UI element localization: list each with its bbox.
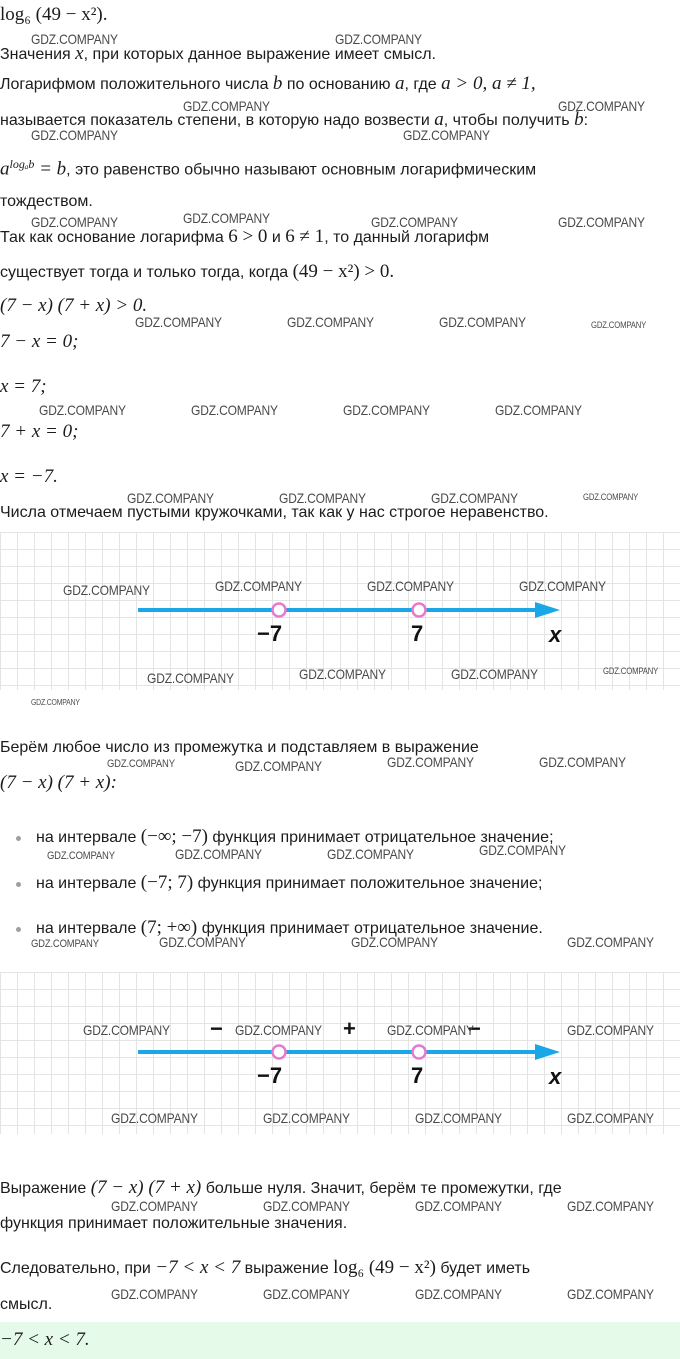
open-point-left (273, 604, 286, 617)
watermark: GDZ.COMPANY (111, 1198, 198, 1214)
watermark: GDZ.COMPANY (235, 758, 322, 774)
math-line: 7 + x = 0; (0, 421, 79, 442)
text-line: называется показатель степени, в которую надо возвести a, чтобы получить b: (0, 109, 589, 130)
list-item: на интервале (7; +∞) функция принимает отрицательное значение. (36, 917, 543, 938)
text-line: тождеством. (0, 193, 93, 210)
bullet-icon (16, 927, 21, 932)
watermark: GDZ.COMPANY (567, 1198, 654, 1214)
watermark: GDZ.COMPANY (415, 1286, 502, 1302)
watermark: GDZ.COMPANY (47, 850, 115, 862)
watermark: GDZ.COMPANY (127, 490, 214, 506)
watermark: GDZ.COMPANY (558, 214, 645, 230)
text-line: функция принимает положительные значения. (0, 1215, 348, 1232)
watermark: GDZ.COMPANY (135, 314, 222, 330)
watermark: GDZ.COMPANY (39, 402, 126, 418)
watermark: GDZ.COMPANY (63, 582, 150, 598)
open-point-left (273, 1046, 286, 1059)
watermark: GDZ.COMPANY (415, 1110, 502, 1126)
math-line: (7 − x) (7 + x): (0, 772, 117, 793)
expression-title: log₆ (49 − x²). (0, 4, 108, 25)
watermark: GDZ.COMPANY (183, 98, 270, 114)
watermark: GDZ.COMPANY (183, 210, 270, 226)
point-label-left: −7 (257, 621, 283, 646)
watermark: GDZ.COMPANY (567, 934, 654, 950)
watermark: GDZ.COMPANY (387, 754, 474, 770)
bullet-icon (16, 836, 21, 841)
answer-text: −7 < x < 7. (0, 1329, 90, 1350)
watermark: GDZ.COMPANY (287, 314, 374, 330)
bullet-icon (16, 882, 21, 887)
open-point-right (413, 1046, 426, 1059)
watermark: GDZ.COMPANY (539, 754, 626, 770)
watermark: GDZ.COMPANY (519, 578, 606, 594)
text-line: Так как основание логарифма 6 > 0 и 6 ≠ 1, то данный логарифм (0, 226, 490, 247)
text-line: Значения x, при которых данное выражение имеет смысл. (0, 43, 436, 64)
watermark: GDZ.COMPANY (387, 1022, 474, 1038)
watermark: GDZ.COMPANY (215, 578, 302, 594)
watermark: GDZ.COMPANY (415, 1198, 502, 1214)
watermark: GDZ.COMPANY (31, 698, 80, 707)
text-line: Следовательно, при −7 < x < 7 выражение log₆ (49 − x²) будет иметь (0, 1257, 531, 1278)
watermark: GDZ.COMPANY (111, 1110, 198, 1126)
watermark: GDZ.COMPANY (279, 490, 366, 506)
watermark: GDZ.COMPANY (263, 1110, 350, 1126)
watermark: GDZ.COMPANY (351, 934, 438, 950)
watermark: GDZ.COMPANY (479, 842, 566, 858)
answer-box (0, 1322, 680, 1359)
watermark: GDZ.COMPANY (111, 1286, 198, 1302)
watermark: GDZ.COMPANY (327, 846, 414, 862)
watermark: GDZ.COMPANY (159, 934, 246, 950)
watermark: GDZ.COMPANY (371, 214, 458, 230)
watermark: GDZ.COMPANY (567, 1110, 654, 1126)
math-line: x = 7; (0, 376, 47, 397)
watermark: GDZ.COMPANY (567, 1286, 654, 1302)
watermark: GDZ.COMPANY (107, 758, 175, 770)
watermark: GDZ.COMPANY (175, 846, 262, 862)
watermark: GDZ.COMPANY (558, 98, 645, 114)
math-line: (7 − x) (7 + x) > 0. (0, 295, 148, 316)
watermark: GDZ.COMPANY (191, 402, 278, 418)
watermark: GDZ.COMPANY (431, 490, 518, 506)
text-line: смысл. (0, 1296, 53, 1313)
axis-label-x: x (549, 622, 562, 647)
watermark: GDZ.COMPANY (451, 666, 538, 682)
text-line: существует тогда и только тогда, когда (49 − x²) > 0. (0, 261, 395, 282)
point-label-right: 7 (411, 621, 424, 646)
watermark: GDZ.COMPANY (567, 1022, 654, 1038)
watermark: GDZ.COMPANY (263, 1286, 350, 1302)
watermark: GDZ.COMPANY (591, 320, 647, 330)
list-item: на интервале (−7; 7) функция принимает положительное значение; (36, 872, 543, 893)
watermark: GDZ.COMPANY (235, 1022, 322, 1038)
watermark: GDZ.COMPANY (583, 492, 639, 502)
watermark: GDZ.COMPANY (83, 1022, 170, 1038)
math-line: 7 − x = 0; (0, 331, 79, 352)
watermark: GDZ.COMPANY (31, 31, 118, 47)
math-line: x = −7. (0, 466, 58, 487)
watermark: GDZ.COMPANY (147, 670, 234, 686)
axis-arrow-icon (535, 602, 560, 618)
watermark: GDZ.COMPANY (335, 31, 422, 47)
watermark: GDZ.COMPANY (403, 127, 490, 143)
open-point-right (413, 604, 426, 617)
watermark: GDZ.COMPANY (263, 1198, 350, 1214)
watermark: GDZ.COMPANY (367, 578, 454, 594)
point-label-left: −7 (257, 1063, 283, 1088)
axis-arrow-icon (535, 1044, 560, 1060)
text-line: Выражение (7 − x) (7 + x) больше нуля. Значит, берём те промежутки, где (0, 1177, 562, 1198)
text-line: $a^{log_ab} = b$, это равенство обычно называют основным логарифмическим (0, 157, 537, 180)
watermark: GDZ.COMPANY (603, 666, 659, 676)
list-item: на интервале (−∞; −7) функция принимает отрицательное значение; (36, 826, 554, 847)
watermark: GDZ.COMPANY (439, 314, 526, 330)
watermark: GDZ.COMPANY (343, 402, 430, 418)
watermark: GDZ.COMPANY (31, 214, 118, 230)
sign-plus-middle: + (343, 1016, 356, 1041)
watermark: GDZ.COMPANY (31, 938, 99, 950)
sign-minus-left: − (210, 1016, 223, 1041)
text-line: Берём любое число из промежутка и подставляем в выражение (0, 739, 479, 756)
watermark: GDZ.COMPANY (495, 402, 582, 418)
text-line: Логарифмом положительного числа b по основанию a, где a > 0, a ≠ 1, (0, 73, 536, 94)
point-label-right: 7 (411, 1063, 424, 1088)
text-line: Числа отмечаем пустыми кружочками, так как у нас строгое неравенство. (0, 504, 549, 521)
axis-label-x: x (549, 1064, 562, 1089)
watermark: GDZ.COMPANY (299, 666, 386, 682)
watermark: GDZ.COMPANY (31, 127, 118, 143)
sign-minus-right: − (468, 1016, 481, 1041)
